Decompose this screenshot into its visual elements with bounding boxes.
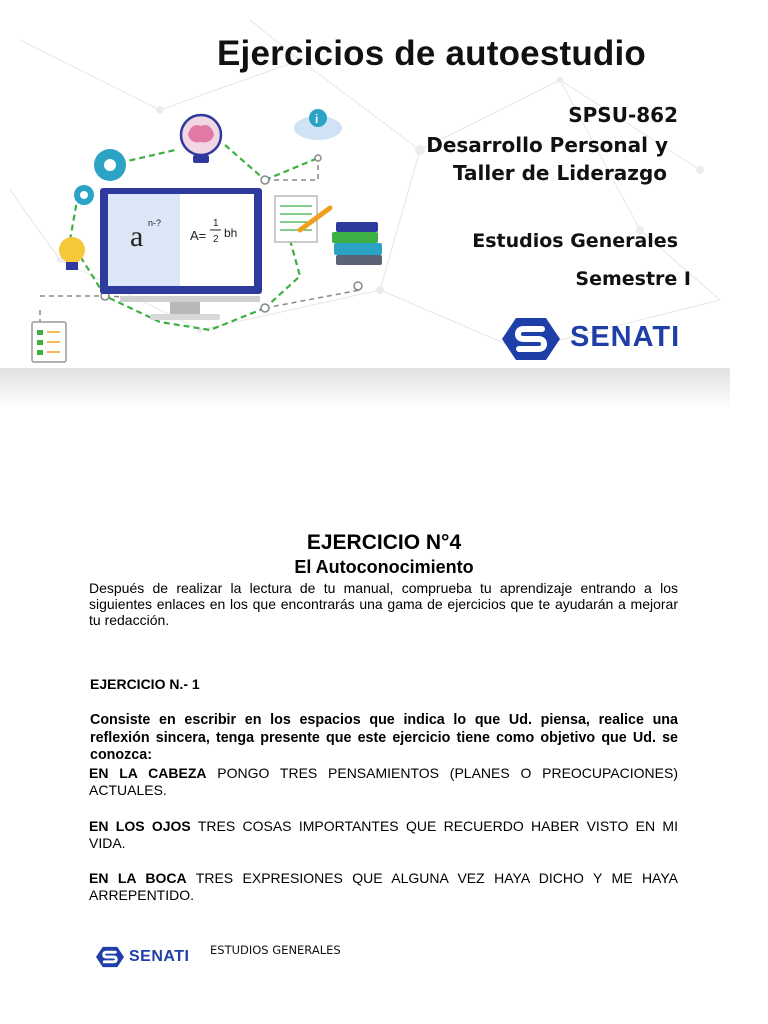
item-text: TRES COSAS IMPORTANTES QUE RECUERDO HABER VISTO EN MI VIDA. <box>89 818 678 851</box>
item-text: TRES EXPRESIONES QUE ALGUNA VEZ HAYA DICHO Y ME HAYA ARREPENTIDO. <box>89 870 678 903</box>
exercise-instructions: Consiste en escribir en los espacios que indica lo que Ud. piensa, realice una reflexión sincera, tenga presente que este ejercicio tiene como objetivo que Ud. se conozca: <box>90 712 678 763</box>
senati-logo <box>502 316 692 362</box>
exercise-intro: Después de realizar la lectura de tu manual, comprueba tu aprendizaje entrando a los siguientes enlaces en los que encontrarás una gama de ejercicios que te ayudarán a mejorar tu redacción. <box>89 580 678 628</box>
senati-emblem-icon <box>96 944 124 970</box>
list-item <box>89 818 678 851</box>
formula-exponent: n-? <box>148 218 162 228</box>
senati-emblem-icon <box>502 316 560 362</box>
formula-tail: bh <box>224 226 238 240</box>
item-lead: EN LA CABEZA <box>89 765 207 781</box>
footer-wordmark: SENATI <box>129 948 190 965</box>
formula-variable: a <box>130 220 144 253</box>
semester-label: Semestre I <box>575 268 691 290</box>
item-lead: EN LOS OJOS <box>89 818 191 834</box>
education-illustration <box>0 100 400 375</box>
program-name: Estudios Generales <box>472 230 678 252</box>
list-item <box>89 870 678 903</box>
item-lead: EN LA BOCA <box>89 870 187 886</box>
senati-wordmark: SENATI <box>570 321 681 353</box>
exercise-title: EJERCICIO N°4 <box>306 531 462 554</box>
footer-senati-logo <box>96 944 206 970</box>
formula-fraction-denominator: 2 <box>213 234 219 245</box>
formula-area: A= <box>190 228 207 243</box>
header-banner <box>0 0 768 430</box>
item-text: PONGO TRES PENSAMIENTOS (PLANES O PREOCUPACIONES) ACTUALES. <box>89 765 679 798</box>
list-item <box>89 765 678 798</box>
footer-label: ESTUDIOS GENERALES <box>210 943 341 957</box>
course-name-line-1: Desarrollo Personal y <box>426 133 668 157</box>
exercise-subtitle: El Autoconocimiento <box>294 557 474 577</box>
page-title: Ejercicios de autoestudio <box>217 34 646 73</box>
course-code: SPSU-862 <box>568 103 678 127</box>
formula-fraction-numerator: 1 <box>213 218 219 229</box>
course-name-line-2: Taller de Liderazgo <box>452 161 667 185</box>
exercise-label: EJERCICIO N.- 1 <box>90 676 200 692</box>
svg-text:i: i <box>315 112 319 126</box>
